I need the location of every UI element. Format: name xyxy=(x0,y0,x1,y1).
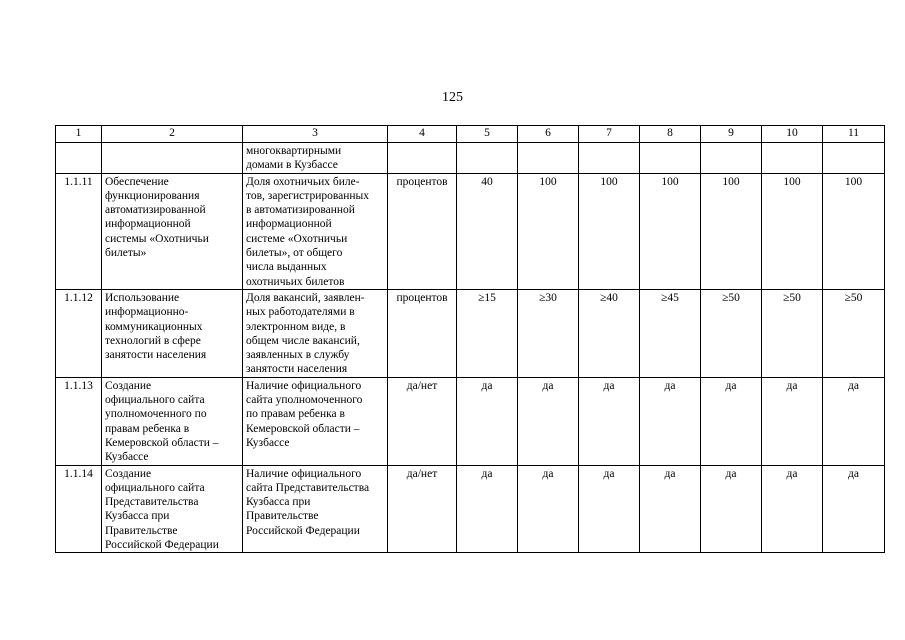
cell-indicator xyxy=(243,289,388,377)
text-line: коммуникационных xyxy=(105,320,203,333)
text-line: Российской Федерации xyxy=(105,539,219,552)
cell-value: да xyxy=(518,465,579,553)
text-line: Кемеровской области – xyxy=(105,436,219,449)
text-line: Российской Федерации xyxy=(246,524,360,537)
text-line: билеты» xyxy=(105,247,147,260)
text-line: технологий в сфере xyxy=(105,334,201,347)
text-line: Наличие официального xyxy=(246,467,362,480)
cell-id: 1.1.11 xyxy=(56,173,102,289)
table-row xyxy=(56,465,885,553)
cell-name xyxy=(102,143,243,174)
column-number-3: 3 xyxy=(243,126,388,143)
cell-name xyxy=(102,289,243,377)
cell-value: ≥50 xyxy=(701,289,762,377)
cell-unit: да/нет xyxy=(388,377,457,465)
text-line: Создание xyxy=(105,379,152,392)
cell-id: 1.1.14 xyxy=(56,465,102,553)
text-line: в автоматизированной xyxy=(246,204,355,217)
text-line: числа выданных xyxy=(246,261,327,274)
text-line: Правительстве xyxy=(246,510,319,523)
cell-value: 100 xyxy=(579,173,640,289)
cell-value: 40 xyxy=(457,173,518,289)
cell-indicator xyxy=(243,143,388,174)
column-number-8: 8 xyxy=(640,126,701,143)
cell-value: да xyxy=(579,465,640,553)
cell-unit: да/нет xyxy=(388,465,457,553)
text-line: информационной xyxy=(105,218,191,231)
cell-value: да xyxy=(640,465,701,553)
text-line: официального сайта xyxy=(105,481,205,494)
cell-indicator xyxy=(243,465,388,553)
cell-value: ≥45 xyxy=(640,289,701,377)
cell-value: да xyxy=(823,377,885,465)
column-number-7: 7 xyxy=(579,126,640,143)
cell-value: да xyxy=(457,465,518,553)
cell-indicator xyxy=(243,173,388,289)
cell-value: ≥30 xyxy=(518,289,579,377)
text-line: системе «Охотничьи xyxy=(246,232,348,245)
text-line: занятости населения xyxy=(105,349,207,362)
cell-name xyxy=(102,377,243,465)
cell-name xyxy=(102,465,243,553)
cell-value xyxy=(579,143,640,174)
cell-value: да xyxy=(823,465,885,553)
cell-value: да xyxy=(701,465,762,553)
text-line: Доля вакансий, заявлен- xyxy=(246,291,365,304)
indicator-table xyxy=(55,125,885,553)
cell-value: да xyxy=(640,377,701,465)
text-line: занятости населения xyxy=(246,363,348,376)
cell-value xyxy=(640,143,701,174)
column-number-2: 2 xyxy=(102,126,243,143)
text-line: многоквартирными xyxy=(246,145,342,157)
text-line: Правительстве xyxy=(105,524,178,537)
text-line: электронном виде, в xyxy=(246,320,346,333)
cell-unit: процентов xyxy=(388,289,457,377)
cell-value: 100 xyxy=(823,173,885,289)
text-line: уполномоченного по xyxy=(105,408,207,421)
page-number: 125 xyxy=(442,90,463,105)
text-line: официального сайта xyxy=(105,394,205,407)
text-line: информационной xyxy=(246,218,332,231)
text-line: по правам ребенка в xyxy=(246,408,345,421)
column-number-4: 4 xyxy=(388,126,457,143)
text-line: охотничьих билетов xyxy=(246,275,345,288)
text-line: тов, зарегистрированных xyxy=(246,189,370,202)
text-line: Представительства xyxy=(105,496,199,509)
text-line: Кемеровской области – xyxy=(246,422,360,435)
text-line: сайта уполномоченного xyxy=(246,394,363,407)
cell-id: 1.1.13 xyxy=(56,377,102,465)
cell-value xyxy=(823,143,885,174)
cell-value xyxy=(518,143,579,174)
cell-value: ≥40 xyxy=(579,289,640,377)
cell-value: да xyxy=(518,377,579,465)
column-number-9: 9 xyxy=(701,126,762,143)
cell-value: 100 xyxy=(701,173,762,289)
cell-value: 100 xyxy=(762,173,823,289)
cell-unit xyxy=(388,143,457,174)
text-line: Обеспечение xyxy=(105,175,169,188)
cell-value xyxy=(762,143,823,174)
cell-value: ≥50 xyxy=(823,289,885,377)
text-line: заявленных в службу xyxy=(246,349,350,362)
text-line: Кузбассе xyxy=(246,436,290,449)
continuation-row xyxy=(56,143,885,174)
table-row xyxy=(56,173,885,289)
text-line: правам ребенка в xyxy=(105,422,190,435)
cell-indicator xyxy=(243,377,388,465)
text-line: системы «Охотничьи xyxy=(105,232,209,245)
text-line: Кузбассе xyxy=(105,451,149,464)
cell-value xyxy=(701,143,762,174)
text-line: сайта Представительства xyxy=(246,481,370,494)
cell-name xyxy=(102,173,243,289)
cell-value xyxy=(457,143,518,174)
cell-value: 100 xyxy=(640,173,701,289)
text-line: Кузбасса при xyxy=(246,496,311,509)
text-line: Использование xyxy=(105,291,180,304)
column-number-row xyxy=(56,126,885,143)
cell-id xyxy=(56,143,102,174)
column-number-10: 10 xyxy=(762,126,823,143)
text-line: автоматизированной xyxy=(105,204,206,217)
cell-value: да xyxy=(579,377,640,465)
column-number-11: 11 xyxy=(823,126,885,143)
table-row xyxy=(56,377,885,465)
column-number-5: 5 xyxy=(457,126,518,143)
column-number-1: 1 xyxy=(56,126,102,143)
cell-value: 100 xyxy=(518,173,579,289)
cell-id: 1.1.12 xyxy=(56,289,102,377)
cell-value: да xyxy=(762,465,823,553)
cell-value: ≥50 xyxy=(762,289,823,377)
text-line: ных работодателями в xyxy=(246,306,355,319)
text-line: Создание xyxy=(105,467,152,480)
text-line: билеты», от общего xyxy=(246,247,343,260)
cell-value: да xyxy=(701,377,762,465)
cell-unit: процентов xyxy=(388,173,457,289)
table-row xyxy=(56,289,885,377)
column-number-6: 6 xyxy=(518,126,579,143)
text-line: информационно- xyxy=(105,306,189,319)
text-line: Доля охотничьих биле- xyxy=(246,175,360,188)
text-line: общем числе вакансий, xyxy=(246,334,360,347)
text-line: Наличие официального xyxy=(246,379,362,392)
cell-value: да xyxy=(762,377,823,465)
text-line: домами в Кузбассе xyxy=(246,159,338,172)
text-line: функционирования xyxy=(105,189,200,202)
cell-value: да xyxy=(457,377,518,465)
text-line: Кузбасса при xyxy=(105,510,170,523)
cell-value: ≥15 xyxy=(457,289,518,377)
